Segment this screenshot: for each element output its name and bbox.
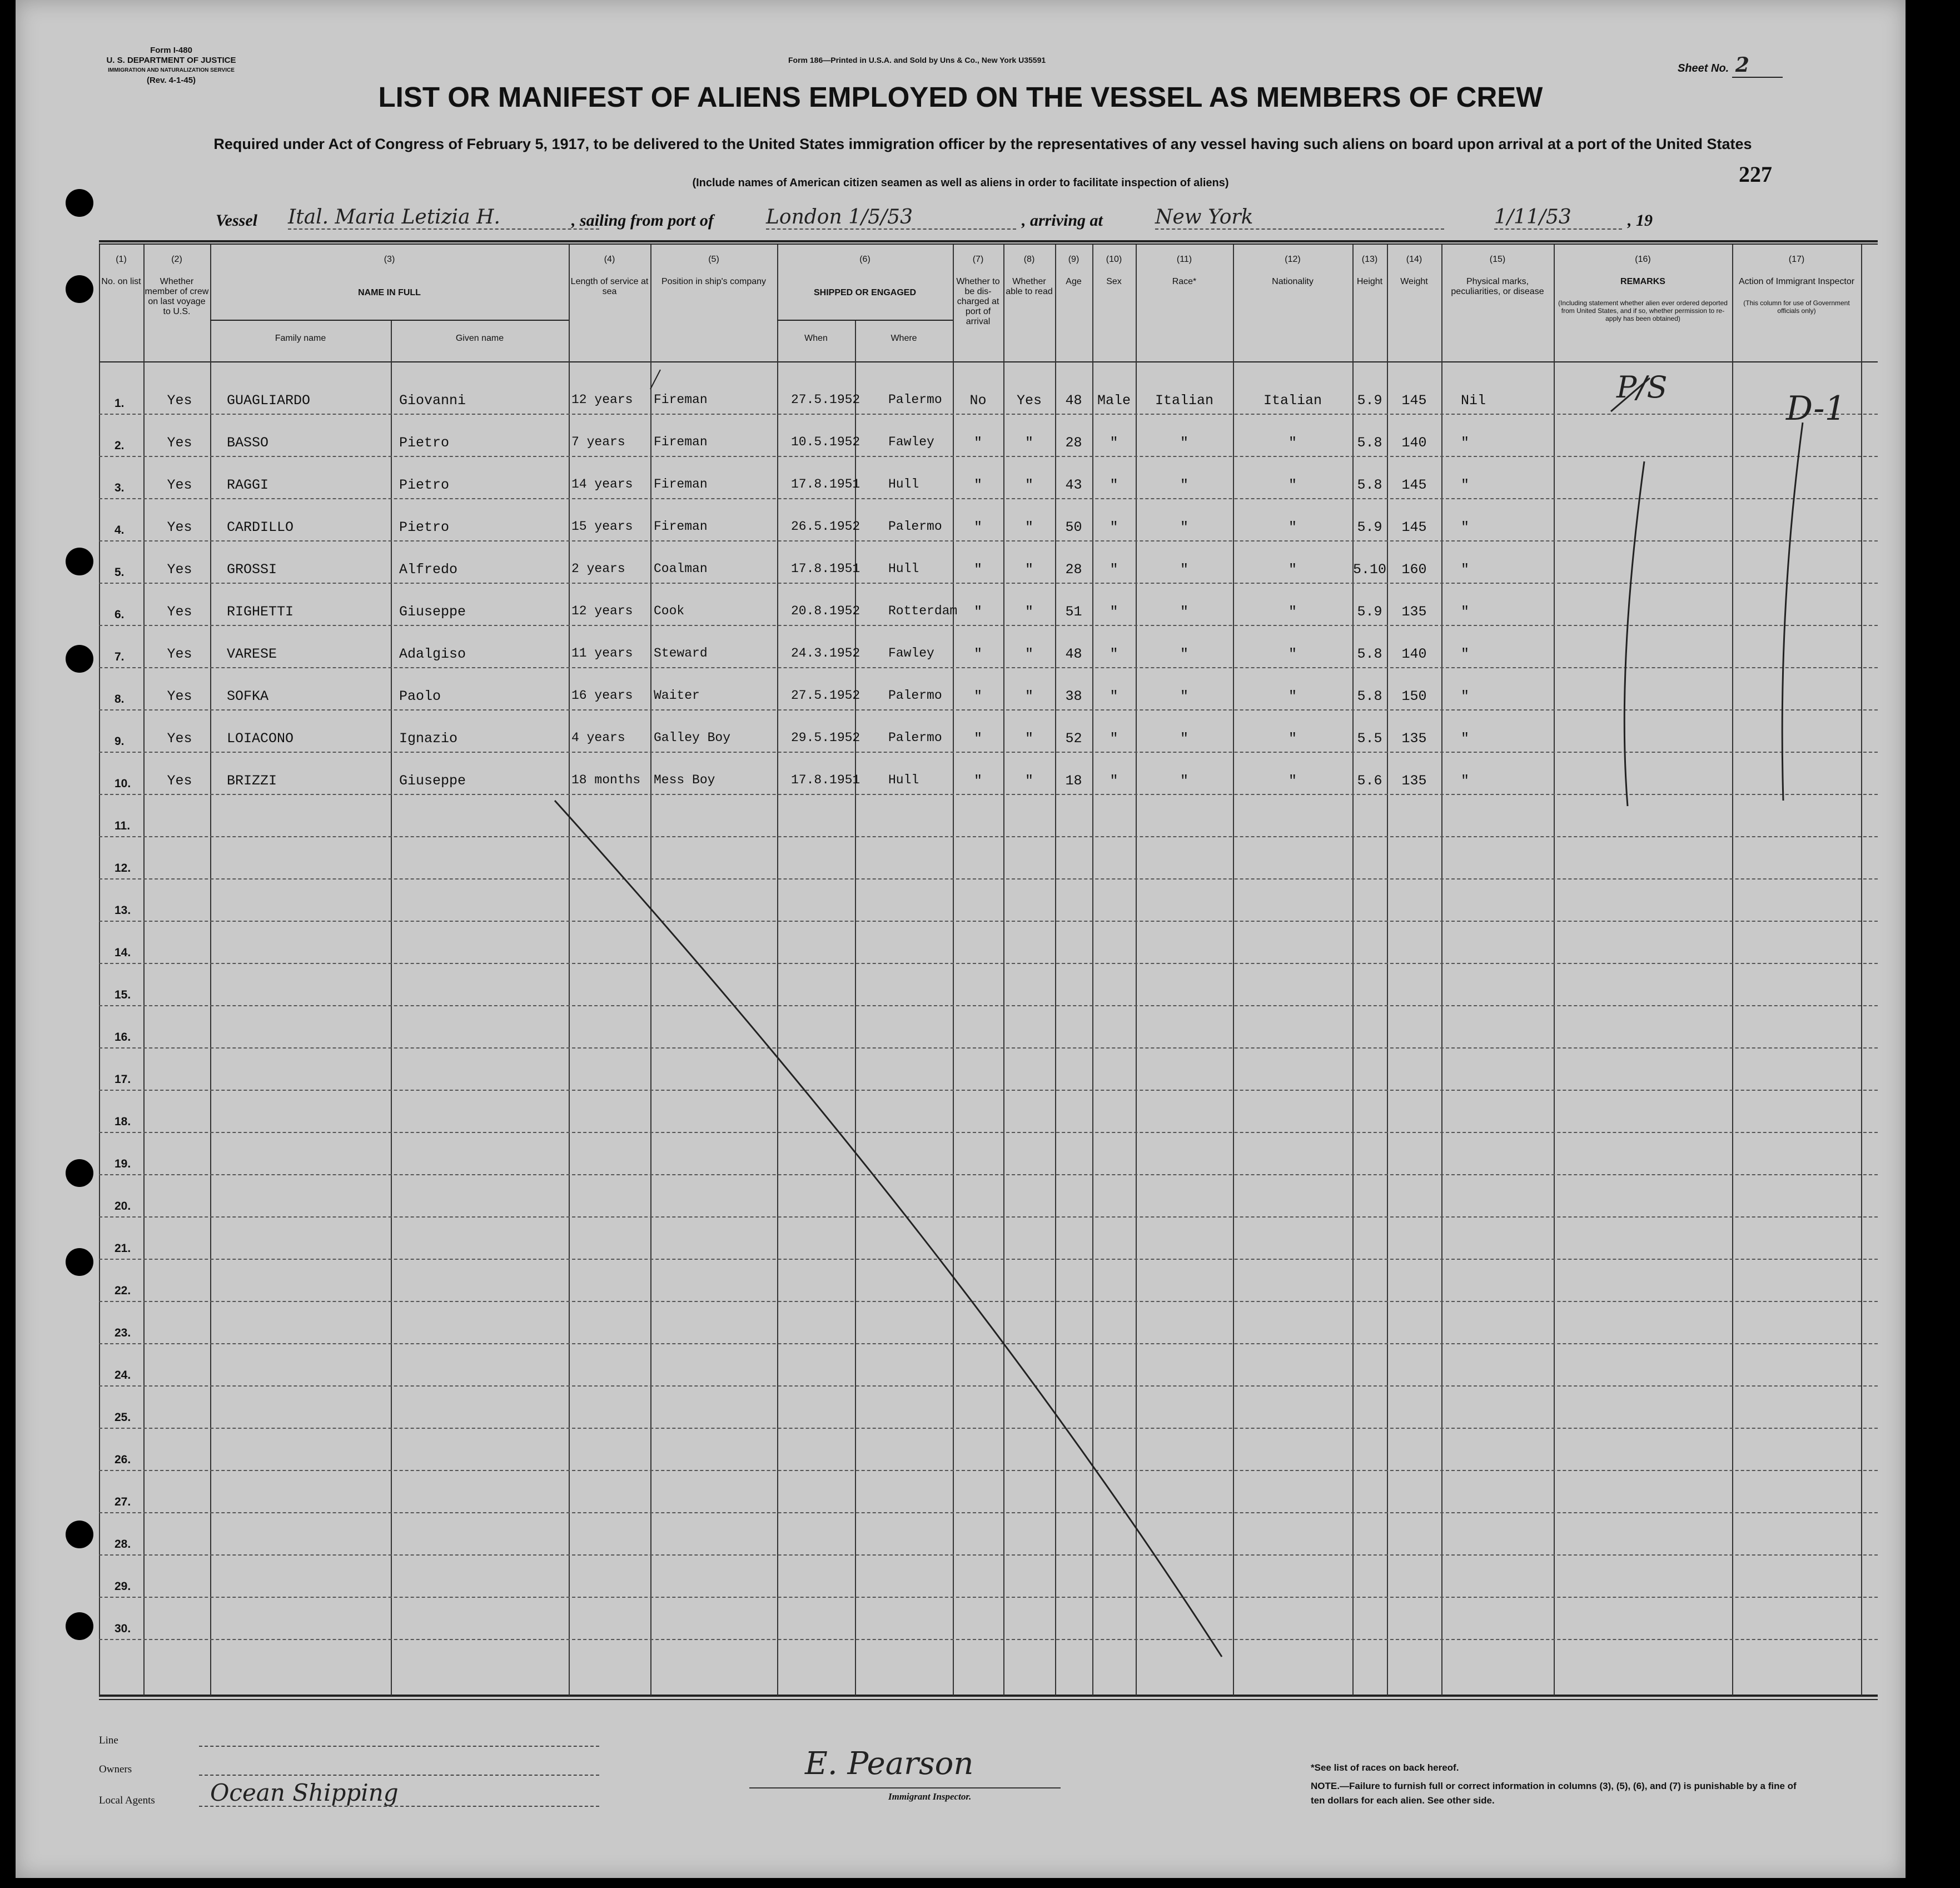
cell-weight: 140 [1401,435,1427,451]
cell-height: 5.8 [1357,646,1382,662]
cell-given: Pietro [399,519,450,535]
cell-sex: " [1110,519,1118,535]
diagonal-strike-line [555,801,1222,1657]
column-label-c5: Position in ship's company [661,277,767,286]
cell-where: Hull [888,477,919,491]
cell-height: 5.6 [1357,773,1382,789]
cell-marks: " [1461,519,1470,535]
cell-age: 38 [1065,688,1082,704]
cell-sex: " [1110,731,1118,747]
column-label-c13: Height [1356,277,1383,286]
row-number: 19. [115,1157,131,1170]
service-checkmark [650,370,660,389]
cell-where: Fawley [888,646,934,660]
cell-age: 43 [1065,477,1082,493]
cell-when: 27.5.1952 [791,392,860,407]
agents-label: Local Agents [99,1795,155,1806]
sheet-label: Sheet No. [1678,62,1729,74]
cell-discharged: " [973,688,982,704]
cell-position: Steward [654,646,708,660]
column-label-c8: Whether able to read [1006,277,1053,296]
cell-race: " [1180,688,1188,704]
cell-crew: Yes [167,477,192,493]
column-number-c6: (6) [859,255,870,264]
cell-family: SOFKA [227,688,269,704]
cell-read: " [1024,773,1033,789]
column-label-c4: Length of service at sea [570,277,649,296]
cell-sex: " [1110,435,1118,451]
cell-family: LOIACONO [227,731,294,747]
cell-height: 5.9 [1357,519,1382,535]
cell-weight: 135 [1401,773,1427,789]
agents-value: Ocean Shipping [210,1779,399,1806]
cell-weight: 145 [1401,519,1427,535]
row-number: 2. [115,439,125,452]
cell-race: Italian [1155,392,1214,409]
cell-when: 20.8.1952 [791,604,860,618]
cell-family: GUAGLIARDO [227,392,311,409]
cell-crew: Yes [167,604,192,620]
cell-height: 5.9 [1357,392,1382,409]
cell-race: " [1180,435,1188,451]
cell-given: Paolo [399,688,441,704]
column-sublabel-c16: (Including statement whether alien ever ordered deported from United States, and if so, whether permission to re-apply has been obtained) [1558,299,1728,322]
cell-crew: Yes [167,562,192,578]
row-number: 4. [115,524,125,536]
cell-nationality: " [1288,477,1297,493]
cell-weight: 150 [1401,688,1427,704]
cell-read: " [1024,604,1033,620]
cell-discharged: " [973,646,982,662]
service: IMMIGRATION AND NATURALIZATION SERVICE [108,67,235,73]
row-number: 14. [115,946,131,959]
cell-position: Fireman [654,519,708,534]
column-number-c4: (4) [604,255,615,264]
row-number: 6. [115,608,125,621]
cell-service: 15 years [571,519,633,534]
row-number: 11. [115,819,131,832]
column-number-c17: (17) [1788,255,1805,264]
cell-crew: Yes [167,435,192,451]
column-number-c9: (9) [1068,255,1080,264]
inspector-label: Immigrant Inspector. [888,1791,972,1802]
column-label-c7: Whether to be dis-charged at port of arrival [956,277,1000,326]
cell-discharged: " [973,731,982,747]
row-number: 15. [115,988,131,1001]
cell-service: 11 years [571,646,633,660]
cell-position: Mess Boy [654,773,715,787]
cell-marks: " [1461,477,1470,493]
cell-race: " [1180,519,1188,535]
cell-when: 27.5.1952 [791,688,860,703]
cell-where: Palermo [888,688,942,703]
cell-height: 5.10 [1352,562,1386,578]
printer-note: Form 186—Printed in U.S.A. and Sold by Uns & Co., New York U35591 [788,56,1046,64]
cell-marks: " [1461,604,1470,620]
sheet-number: 2 [1732,53,1783,78]
cell-crew: Yes [167,646,192,662]
column-sub-c6b: Where [891,334,917,343]
cell-given: Alfredo [399,562,458,578]
hand-annotations [16,0,1906,1878]
cell-service: 12 years [571,392,633,407]
cell-when: 29.5.1952 [791,731,860,745]
row-number: 21. [115,1242,131,1255]
cell-discharged: " [973,435,982,451]
cell-weight: 135 [1401,731,1427,747]
cell-age: 18 [1065,773,1082,789]
cell-given: Giovanni [399,392,466,409]
column-number-c8: (8) [1023,255,1035,264]
include-note: (Include names of American citizen seamen as well as aliens in order to facilitate inspection of aliens) [692,177,1229,189]
cell-service: 2 years [571,562,625,576]
arriving-label: , arriving at [1022,211,1103,230]
cell-sex: Male [1097,392,1131,409]
column-sublabel-c17: (This column for use of Government officials only) [1743,299,1850,315]
cell-read: " [1024,562,1033,578]
row-number: 3. [115,481,125,494]
column-number-c14: (14) [1406,255,1422,264]
cell-age: 48 [1065,392,1082,409]
cell-height: 5.9 [1357,604,1382,620]
cell-read: " [1024,519,1033,535]
cell-height: 5.5 [1357,731,1382,747]
row-number: 9. [115,735,125,748]
column-label-c15: Physical marks, peculiarities, or disease [1451,277,1544,296]
cell-when: 17.8.1951 [791,477,860,491]
cell-age: 48 [1065,646,1082,662]
cell-sex: " [1110,477,1118,493]
cell-where: Hull [888,773,919,787]
subtitle: Required under Act of Congress of February 5, 1917, to be delivered to the United States immigration officer by the representatives of any vessel having such aliens on board upon arrival at a port of the United States [213,136,1752,152]
cell-family: GROSSI [227,562,277,578]
vessel-label: Vessel [216,211,257,230]
column-label-c3: NAME IN FULL [358,288,421,297]
cell-given: Pietro [399,477,450,493]
row-number: 8. [115,693,125,705]
cell-marks: " [1461,646,1470,662]
column-number-c13: (13) [1361,255,1378,264]
cell-weight: 145 [1401,392,1427,409]
cell-discharged: " [973,562,982,578]
row-number: 28. [115,1538,131,1551]
row-number: 29. [115,1580,131,1593]
column-number-c2: (2) [171,255,182,264]
cell-height: 5.8 [1357,477,1382,493]
remarks-bracket-line [1624,461,1644,806]
cell-age: 28 [1065,435,1082,451]
column-label-c9: Age [1066,277,1082,286]
cell-sex: " [1110,773,1118,789]
line-label: Line [99,1735,118,1746]
cell-service: 12 years [571,604,633,618]
row-number: 13. [115,904,131,917]
column-label-c11: Race* [1172,277,1197,286]
cell-service: 4 years [571,731,625,745]
cell-where: Palermo [888,519,942,534]
column-label-c16: REMARKS [1620,277,1665,286]
column-number-c15: (15) [1489,255,1506,264]
cell-crew: Yes [167,519,192,535]
cell-where: Hull [888,562,919,576]
cell-read: Yes [1016,392,1042,409]
row-number: 17. [115,1073,131,1086]
row-number: 1. [115,397,125,410]
form-id: Form I-480 [150,46,192,55]
cell-weight: 135 [1401,604,1427,620]
cell-weight: 160 [1401,562,1427,578]
inspector-signature: E. Pearson [805,1746,974,1782]
row-number: 22. [115,1284,131,1297]
cell-read: " [1024,477,1033,493]
cell-family: VARESE [227,646,277,662]
cell-family: BRIZZI [227,773,277,789]
column-label-c10: Sex [1106,277,1122,286]
cell-position: Waiter [654,688,700,703]
row-number: 18. [115,1115,131,1128]
cell-given: Adalgiso [399,646,466,662]
cell-family: BASSO [227,435,269,451]
row-number: 23. [115,1326,131,1339]
cell-read: " [1024,646,1033,662]
year-label: , 19 [1628,211,1653,230]
cell-read: " [1024,688,1033,704]
column-number-c10: (10) [1106,255,1122,264]
cell-nationality: " [1288,646,1297,662]
cell-sex: " [1110,646,1118,662]
owners-label: Owners [99,1763,132,1775]
cell-age: 52 [1065,731,1082,747]
column-number-c7: (7) [972,255,984,264]
cell-where: Palermo [888,731,942,745]
cell-race: " [1180,646,1188,662]
column-number-c3: (3) [384,255,395,264]
cell-position: Coalman [654,562,708,576]
arrival-date: 1/11/53 [1494,206,1622,230]
column-label-c14: Weight [1400,277,1428,286]
cell-position: Cook [654,604,685,618]
cell-weight: 145 [1401,477,1427,493]
cell-marks: Nil [1461,392,1486,409]
cell-discharged: " [973,773,982,789]
column-label-c17: Action of Immigrant Inspector [1738,277,1855,286]
column-label-c1: No. on list [101,277,141,286]
cell-family: RIGHETTI [227,604,294,620]
column-sub-c3a: Family name [275,334,326,343]
cell-age: 28 [1065,562,1082,578]
cell-discharged: " [973,477,982,493]
race-note: *See list of races on back hereof. [1311,1762,1459,1773]
cell-marks: " [1461,435,1470,451]
cell-family: RAGGI [227,477,269,493]
page-title: LIST OR MANIFEST OF ALIENS EMPLOYED ON THE VESSEL AS MEMBERS OF CREW [378,81,1543,113]
cell-when: 17.8.1951 [791,773,860,787]
cell-race: " [1180,773,1188,789]
cell-discharged: " [973,519,982,535]
row-number: 26. [115,1453,131,1466]
row-number: 30. [115,1622,131,1635]
cell-given: Giuseppe [399,604,466,620]
cell-where: Palermo [888,392,942,407]
cell-marks: " [1461,773,1470,789]
inspector-bracket-line [1782,423,1803,801]
column-label-c12: Nationality [1272,277,1314,286]
cell-where: Fawley [888,435,934,449]
column-label-c2: Whether member of crew on last voyage to U.S. [145,277,209,316]
cell-read: " [1024,435,1033,451]
cell-sex: " [1110,562,1118,578]
manifest-sheet [16,0,1906,1878]
column-sub-c3b: Given name [455,334,504,343]
cell-service: 7 years [571,435,625,449]
department: U. S. DEPARTMENT OF JUSTICE [106,56,236,65]
cell-given: Ignazio [399,731,458,747]
penalty-note: NOTE.—Failure to furnish full or correct information in columns (3), (5), (6), and (7) is punishable by a fine of ten dollars for each alien. See other side. [1311,1781,1797,1806]
column-number-c5: (5) [708,255,719,264]
cell-service: 16 years [571,688,633,703]
cell-when: 17.8.1951 [791,562,860,576]
remarks-annotation: P/S [1616,370,1668,405]
cell-crew: Yes [167,688,192,704]
column-number-c16: (16) [1635,255,1651,264]
cell-read: " [1024,731,1033,747]
cell-position: Galley Boy [654,731,731,745]
cell-service: 18 months [571,773,641,787]
row-number: 7. [115,650,125,663]
cell-service: 14 years [571,477,633,491]
cell-race: " [1180,731,1188,747]
cell-height: 5.8 [1357,435,1382,451]
column-number-c11: (11) [1176,255,1192,264]
sailing-port: London 1/5/53 [766,206,1016,230]
row-number: 25. [115,1411,131,1424]
vessel-name: Ital. Maria Letizia H. [288,206,599,230]
cell-nationality: " [1288,773,1297,789]
cell-nationality: " [1288,604,1297,620]
column-sub-c6a: When [804,334,828,343]
cell-discharged: No [969,392,987,409]
column-label-c6: SHIPPED OR ENGAGED [813,288,917,297]
row-number: 27. [115,1496,131,1508]
row-number: 10. [115,777,131,790]
column-number-c1: (1) [116,255,127,264]
page-number: 227 [1739,162,1772,187]
cell-crew: Yes [167,773,192,789]
cell-position: Fireman [654,435,708,449]
cell-discharged: " [973,604,982,620]
row-number: 20. [115,1200,131,1213]
cell-nationality: " [1288,731,1297,747]
inspector-annotation: D-1 [1786,389,1846,428]
cell-where: Rotterdam [888,604,958,618]
cell-given: Pietro [399,435,450,451]
column-number-c12: (12) [1285,255,1301,264]
cell-position: Fireman [654,477,708,491]
cell-crew: Yes [167,392,192,409]
cell-when: 24.3.1952 [791,646,860,660]
cell-given: Giuseppe [399,773,466,789]
cell-race: " [1180,604,1188,620]
cell-family: CARDILLO [227,519,294,535]
cell-nationality: " [1288,688,1297,704]
cell-height: 5.8 [1357,688,1382,704]
cell-marks: " [1461,731,1470,747]
cell-position: Fireman [654,392,708,407]
arriving-port: New York [1155,206,1444,230]
cell-sex: " [1110,604,1118,620]
cell-when: 10.5.1952 [791,435,860,449]
cell-sex: " [1110,688,1118,704]
row-number: 16. [115,1031,131,1044]
cell-race: " [1180,477,1188,493]
revision: (Rev. 4-1-45) [146,76,196,85]
cell-nationality: " [1288,435,1297,451]
sailing-label: , sailing from port of [571,211,714,230]
row-number: 24. [115,1369,131,1382]
cell-nationality: Italian [1263,392,1322,409]
cell-nationality: " [1288,562,1297,578]
cell-when: 26.5.1952 [791,519,860,534]
cell-marks: " [1461,562,1470,578]
row-number: 12. [115,862,131,875]
cell-weight: 140 [1401,646,1427,662]
row-number: 5. [115,566,125,579]
cell-marks: " [1461,688,1470,704]
cell-age: 50 [1065,519,1082,535]
cell-crew: Yes [167,731,192,747]
cell-race: " [1180,562,1188,578]
cell-nationality: " [1288,519,1297,535]
cell-age: 51 [1065,604,1082,620]
